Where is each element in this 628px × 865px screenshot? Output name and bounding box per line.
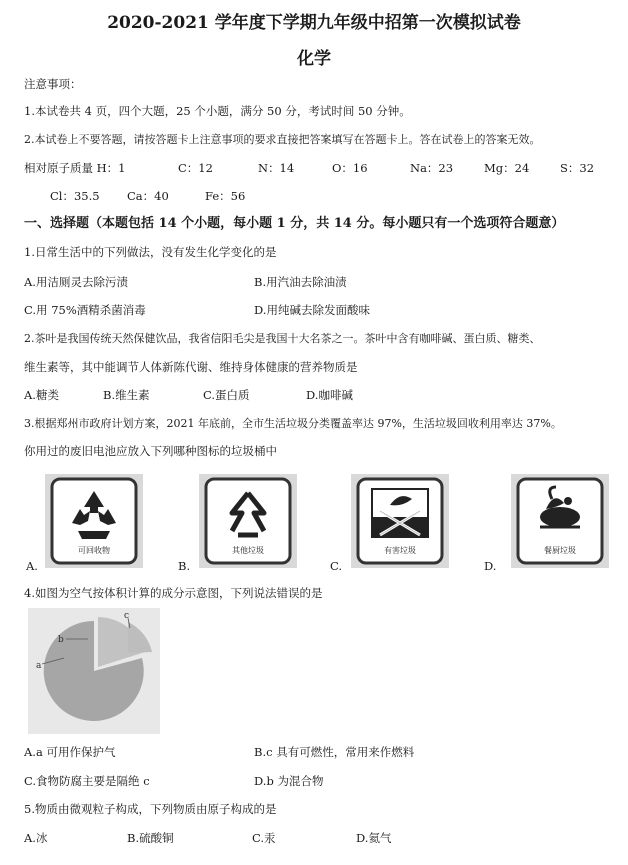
bin-a-letter: A. — [26, 559, 38, 573]
subject-title: 化学 — [297, 49, 331, 69]
q2-option-d: D.咖啡碱 — [306, 388, 353, 402]
bin-d-letter: D. — [484, 559, 497, 573]
q5-option-d: D.氦气 — [356, 831, 392, 845]
q5-stem: 5.物质由微观粒子构成，下列物质由原子构成的是 — [24, 802, 277, 816]
q1-option-c: C.用 75%酒精杀菌消毒 — [24, 303, 146, 317]
q4-option-c: C.食物防腐主要是隔绝 c — [24, 774, 150, 788]
section-heading: 一、选择题（本题包括 14 个小题，每小题 1 分，共 14 分。每小题只有一个选项符合题意） — [24, 216, 565, 231]
atomic-mass-cl: Cl：35.5 — [50, 189, 100, 203]
q5-option-a: A.冰 — [24, 831, 48, 845]
atomic-mass-ca: Ca：40 — [127, 189, 169, 203]
pie-label-c: c — [124, 611, 130, 621]
q1-option-d: D.用纯碱去除发面酸味 — [254, 303, 370, 317]
kitchen-waste-bin-image — [510, 473, 610, 569]
bin-b-letter: B. — [178, 559, 191, 573]
exam-title: 2020-2021 学年度下学期九年级中招第一次模拟试卷 — [107, 13, 521, 33]
bin-b-label: 其他垃圾 — [232, 546, 264, 555]
notes-heading: 注意事项： — [24, 77, 82, 91]
q2-option-c: C.蛋白质 — [203, 388, 250, 402]
bin-c-letter: C. — [330, 559, 343, 573]
atomic-mass-fe: Fe：56 — [205, 189, 246, 203]
atomic-mass-c: C：12 — [178, 161, 213, 175]
atomic-mass-o: O：16 — [332, 161, 368, 175]
q5-option-b: B.硫酸铜 — [127, 831, 174, 845]
q4-option-a: A.a 可用作保护气 — [24, 745, 116, 759]
q2-option-b: B.维生素 — [103, 388, 150, 402]
q4-stem: 4.如图为空气按体积计算的成分示意图，下列说法错误的是 — [24, 586, 323, 600]
atomic-mass-s: S：32 — [560, 161, 595, 175]
atomic-mass-n: N：14 — [258, 161, 295, 175]
atomic-mass-mg: Mg：24 — [484, 161, 530, 175]
q1-stem: 1.日常生活中的下列做法，没有发生化学变化的是 — [24, 245, 277, 259]
pie-label-a: a — [36, 661, 42, 671]
q3-stem-2: 你用过的废旧电池应放入下列哪种图标的垃圾桶中 — [24, 444, 277, 458]
recyclable-bin-image — [44, 473, 144, 569]
air-composition-pie — [28, 608, 160, 734]
atomic-mass-na: Na：23 — [410, 161, 454, 175]
q2-stem-1: 2.茶叶是我国传统天然保健饮品，我省信阳毛尖是我国十大名茶之一。茶叶中含有咖啡碱、蛋白质、糖类、 — [24, 332, 541, 345]
notes-line-1: 1.本试卷共 4 页，四个大题，25 个小题，满分 50 分，考试时间 50 分钟。 — [24, 104, 411, 118]
pie-label-b: b — [58, 635, 64, 645]
bin-d-label: 餐厨垃圾 — [544, 546, 576, 555]
q2-stem-2: 维生素等，其中能调节人体新陈代谢、维持身体健康的营养物质是 — [24, 360, 358, 374]
other-waste-bin-image — [198, 473, 298, 569]
q1-option-a: A.用洁厕灵去除污渍 — [24, 275, 128, 289]
q1-option-b: B.用汽油去除油渍 — [254, 275, 347, 289]
q4-option-d: D.b 为混合物 — [254, 774, 324, 788]
hazardous-bin-image — [350, 473, 450, 569]
atomic-mass-label: 相对原子质量 H：1 — [24, 161, 126, 175]
hazardous-icon — [372, 489, 428, 537]
q4-option-b: B.c 具有可燃性，常用来作燃料 — [254, 745, 415, 759]
q3-stem-1: 3.根据郑州市政府计划方案，2021 年底前，全市生活垃圾分类覆盖率达 97%，生活垃圾回收利用率达 37%。 — [24, 417, 562, 430]
bin-c-label: 有害垃圾 — [384, 546, 416, 555]
bin-a-label: 可回收物 — [78, 546, 110, 555]
notes-line-2: 2.本试卷上不要答题，请按答题卡上注意事项的要求直接把答案填写在答题卡上。答在试卷上的答案无效。 — [24, 133, 541, 146]
q5-option-c: C.汞 — [252, 831, 276, 845]
q2-option-a: A.糖类 — [24, 388, 59, 402]
